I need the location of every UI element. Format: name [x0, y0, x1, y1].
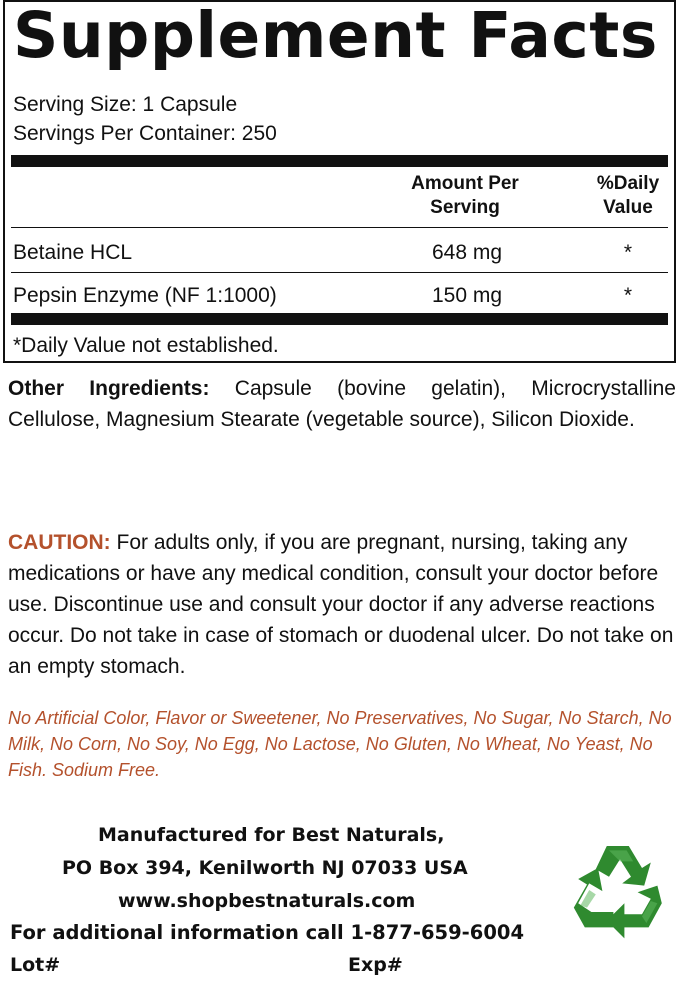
- other-ingredients-text: Capsule (bovine gelatin), Microcrystalline Cellulose, Magnesium Stearate (vegetable source), Silicon Dioxide.: [8, 377, 676, 431]
- manufacturer-phone: For additional information call 1-877-659-6004: [10, 921, 525, 944]
- caution-statement: [8, 527, 674, 682]
- manufacturer-address: PO Box 394, Kenilworth NJ 07033 USA: [62, 857, 468, 879]
- serving-size: Serving Size: 1 Capsule: [13, 93, 238, 116]
- lot-label: Lot#: [10, 954, 61, 976]
- free-from-statement: No Artificial Color, Flavor or Sweetener, No Preservatives, No Sugar, No Starch, No Milk, No Corn, No Soy, No Egg, No Lactose, No Gluten, No Wheat, No Yeast, No Fish. Sodium Free.: [8, 708, 672, 780]
- daily-value-header: [583, 172, 673, 220]
- caution-label: CAUTION:: [8, 531, 111, 554]
- supplement-facts-title: Supplement Facts: [13, 0, 658, 72]
- amount-header-line1: Amount Per: [411, 173, 519, 194]
- ingredient-daily-value: *: [623, 284, 633, 307]
- other-ingredients: [8, 373, 676, 435]
- other-ingredients-label: Other Ingredients:: [8, 377, 210, 400]
- thin-divider: [11, 272, 668, 273]
- amount-per-serving-header: [385, 172, 545, 220]
- ingredient-name: Betaine HCL: [13, 241, 133, 264]
- manufacturer-line: Manufactured for Best Naturals,: [98, 824, 445, 846]
- ingredient-name: Pepsin Enzyme (NF 1:1000): [13, 284, 277, 307]
- ingredient-amount: 150 mg: [431, 284, 503, 307]
- amount-header-line2: Serving: [430, 197, 500, 218]
- servings-per-container: Servings Per Container: 250: [13, 122, 277, 145]
- manufacturer-website: www.shopbestnaturals.com: [118, 890, 416, 912]
- daily-value-footnote: *Daily Value not established.: [13, 334, 279, 357]
- exp-label: Exp#: [348, 954, 403, 976]
- thick-divider-top: [11, 155, 668, 167]
- dv-header-line1: %Daily: [596, 173, 660, 194]
- supplement-facts-panel: [3, 0, 676, 363]
- ingredient-daily-value: *: [623, 241, 633, 264]
- caution-text: For adults only, if you are pregnant, nursing, taking any medications or have any medical condition, consult your doctor before use. Discontinue use and consult your doctor if any adverse reactions occur. Do not take in case of stomach or duodenal ulcer. Do not take on an empty stomach.: [8, 531, 674, 678]
- recycle-icon: [565, 835, 675, 945]
- thin-divider: [11, 227, 668, 228]
- dv-header-line2: Value: [603, 197, 653, 218]
- thick-divider-bottom: [11, 313, 668, 325]
- ingredient-amount: 648 mg: [431, 241, 503, 264]
